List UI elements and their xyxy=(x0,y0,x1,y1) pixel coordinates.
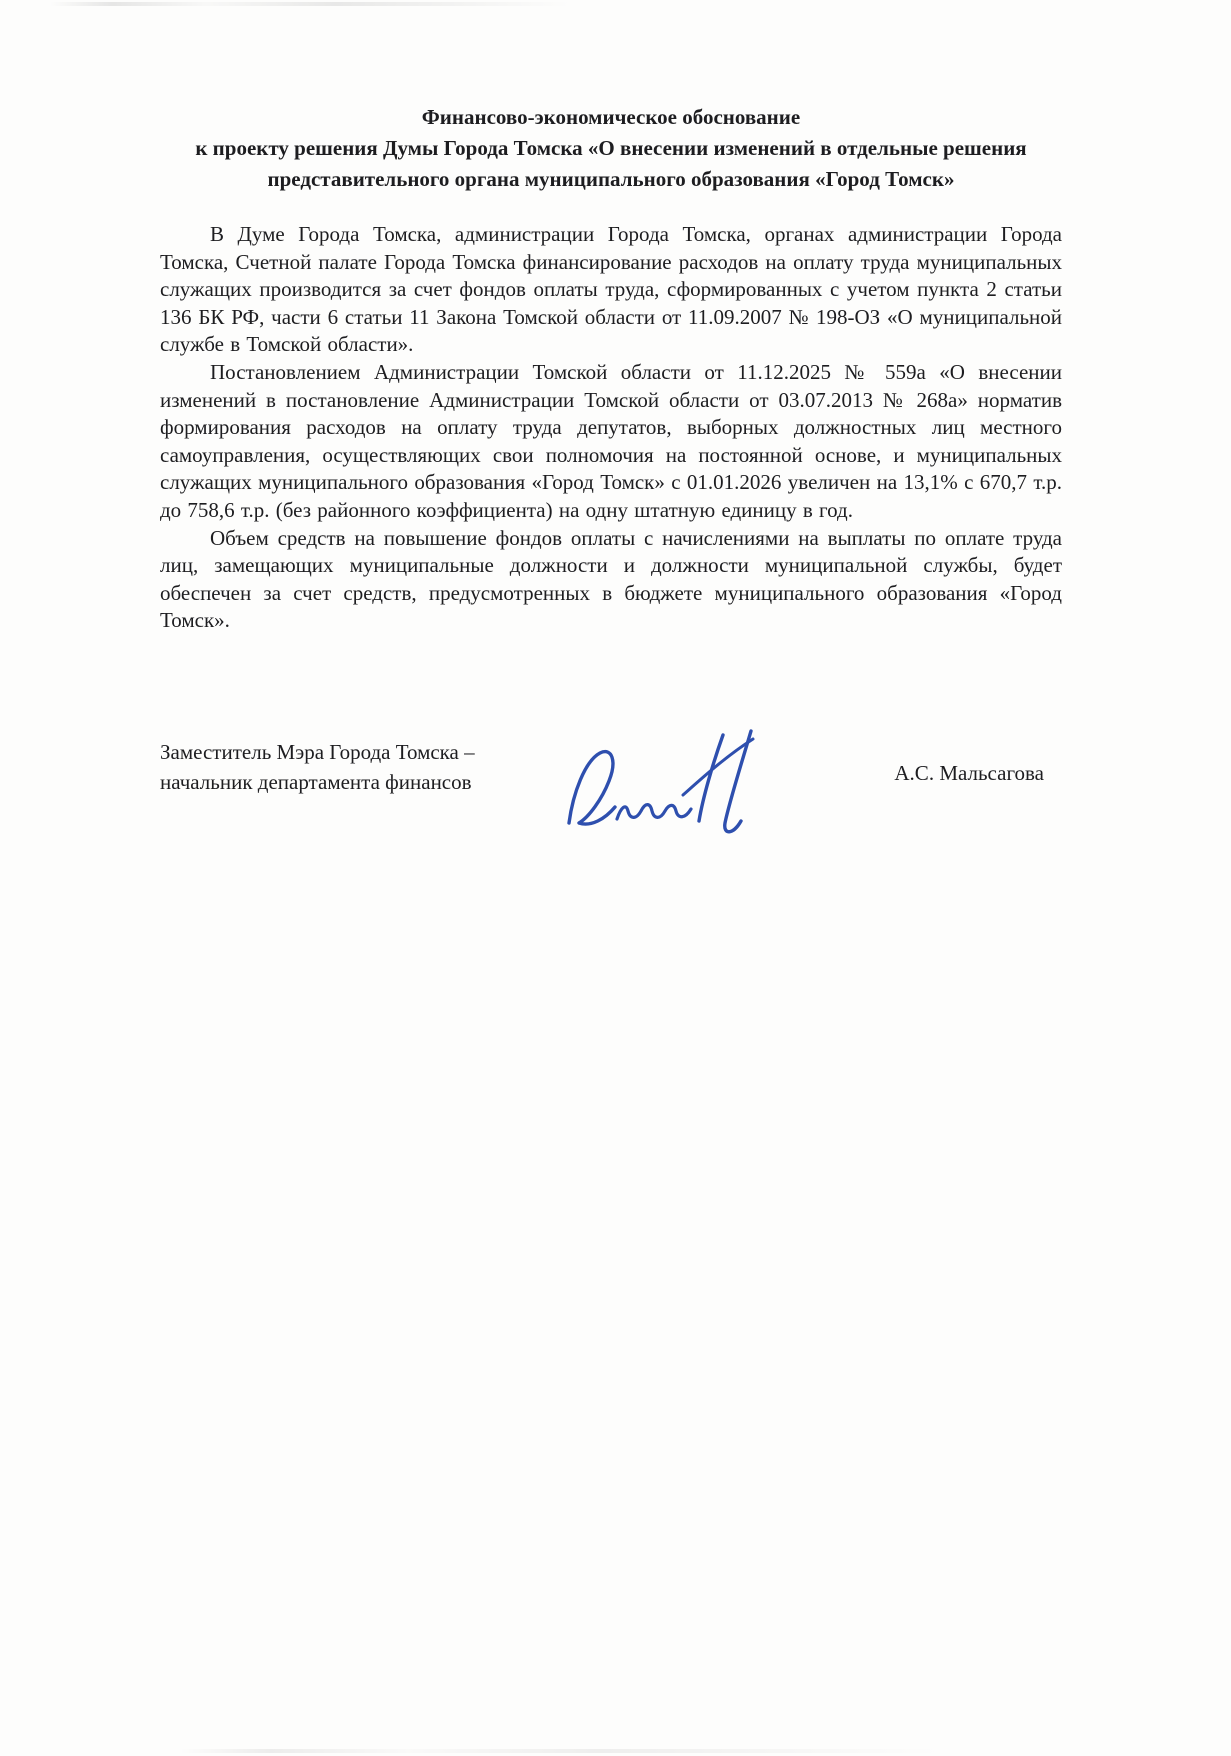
signature-block xyxy=(160,737,1062,887)
document-title xyxy=(160,102,1062,195)
handwritten-signature xyxy=(555,723,790,848)
title-line-3: представительного органа муниципального образования «Город Томск» xyxy=(267,167,955,191)
title-line-2: к проекту решения Думы Города Томска «О внесении изменений в отдельные решения xyxy=(195,136,1027,160)
scan-artifact-bottom xyxy=(180,1749,940,1753)
document-content xyxy=(160,102,1062,887)
paragraph-2: Постановлением Администрации Томской области от 11.12.2025 № 559а «О внесении изменений в постановление Администрации Томской области от 03.07.2013 № 268а» норматив формирования расходов на оплату труда депутатов, выборных должностных лиц местного самоуправления, осуществляющих свои полномочия на постоянной основе, и муниципальных служащих муниципального образования «Город Томск» с 01.01.2026 увеличен на 13,1% с 670,7 т.р. до 758,6 т.р. (без районного коэффициента) на одну штатную единицу в год. xyxy=(160,359,1062,522)
document-body xyxy=(160,221,1062,635)
paragraph-3: Объем средств на повышение фондов оплаты с начислениями на выплаты по оплате труда лиц, замещающих муниципальные должности и должности муниципальной службы, будет обеспечен за счет средств, предусмотренных в бюджете муниципального образования «Город Томск». xyxy=(160,525,1062,633)
signatory-name: А.С. Мальсагова xyxy=(894,760,1044,785)
signatory-position-line-2: начальник департамента финансов xyxy=(160,769,472,794)
signatory-position-line-1: Заместитель Мэра Города Томска – xyxy=(160,739,475,764)
paragraph-1: В Думе Города Томска, администрации Города Томска, органах администрации Города Томска, Счетной палате Города Томска финансирование расходов на оплату труда муниципальных служащих производится за счет фондов оплаты труда, сформированных с учетом пункта 2 статьи 136 БК РФ, части 6 статьи 11 Закона Томской области от 11.09.2007 № 198-ОЗ «О муниципальной службе в Томской области». xyxy=(160,222,1062,357)
title-line-1: Финансово-экономическое обоснование xyxy=(421,105,801,129)
scan-artifact-top xyxy=(50,2,570,6)
